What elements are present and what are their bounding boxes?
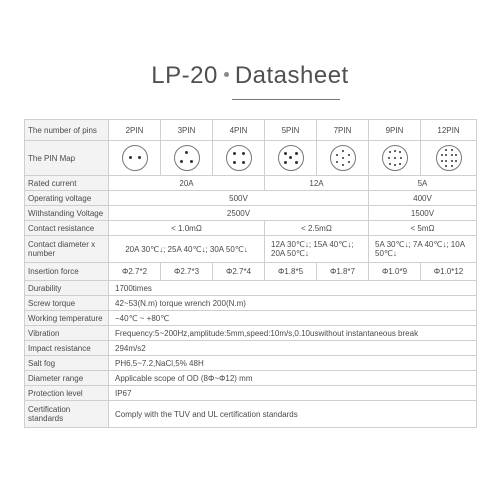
contact-diameter-value-2: 12A 30℃↓; 15A 40℃↓; 20A 50℃↓ (265, 236, 369, 263)
pins-row (25, 120, 477, 141)
datasheet-table-wrapper (24, 119, 476, 428)
contact-diameter-row (25, 236, 477, 263)
salt-fog-value: PH6.5~7.2,NaCl,5% 48H (109, 356, 477, 371)
vibration-value: Frequency:5~200Hz,amplitude:5mm,speed:10m/s,0.10uswithout instantaneous break (109, 326, 477, 341)
impact-resistance-value: 294m/s2 (109, 341, 477, 356)
connector-3pin-icon (174, 145, 200, 171)
datasheet-table (24, 119, 477, 428)
diameter-range-row (25, 371, 477, 386)
operating-voltage-value-2: 400V (369, 191, 477, 206)
pin-map-cell-9 (369, 141, 421, 176)
diameter-range-label: Diameter range (25, 371, 109, 386)
pin-col-7: 7PIN (317, 120, 369, 141)
pin-col-9: 9PIN (369, 120, 421, 141)
rated-current-value-3: 5A (369, 176, 477, 191)
contact-resistance-value-3: < 5mΩ (369, 221, 477, 236)
pins-header: The number of pins (25, 120, 109, 141)
pin-col-4: 4PIN (213, 120, 265, 141)
connector-12pin-icon (436, 145, 462, 171)
withstanding-voltage-value-2: 1500V (369, 206, 477, 221)
screw-torque-label: Screw torque (25, 296, 109, 311)
pin-col-3: 3PIN (161, 120, 213, 141)
vibration-row (25, 326, 477, 341)
insertion-force-5pin: Φ1.8*5 (265, 263, 317, 281)
screw-torque-value: 42~53(N.m) torque wrench 200(N.m) (109, 296, 477, 311)
certification-value: Comply with the TUV and UL certification standards (109, 401, 477, 428)
pin-col-2: 2PIN (109, 120, 161, 141)
working-temperature-value: −40℃ ~ +80℃ (109, 311, 477, 326)
pin-map-cell-4 (213, 141, 265, 176)
title-underline (232, 99, 340, 100)
connector-5pin-icon (278, 145, 304, 171)
pin-map-cell-7 (317, 141, 369, 176)
contact-diameter-label: Contact diameter x number (25, 236, 109, 263)
operating-voltage-row (25, 191, 477, 206)
pin-col-5: 5PIN (265, 120, 317, 141)
durability-row (25, 281, 477, 296)
working-temperature-label: Working temperature (25, 311, 109, 326)
contact-diameter-value-3: 5A 30℃↓; 7A 40℃↓; 10A 50℃↓ (369, 236, 477, 263)
salt-fog-label: Salt fog (25, 356, 109, 371)
contact-resistance-value-2: < 2.5mΩ (265, 221, 369, 236)
durability-label: Durability (25, 281, 109, 296)
connector-2pin-icon (122, 145, 148, 171)
contact-resistance-label: Contact resistance (25, 221, 109, 236)
salt-fog-row (25, 356, 477, 371)
title-dot (224, 72, 229, 77)
working-temperature-row (25, 311, 477, 326)
insertion-force-12pin: Φ1.0*12 (421, 263, 477, 281)
certification-label: Certification standards (25, 401, 109, 428)
insertion-force-2pin: Φ2.7*2 (109, 263, 161, 281)
pin-col-12: 12PIN (421, 120, 477, 141)
rated-current-label: Rated current (25, 176, 109, 191)
vibration-label: Vibration (25, 326, 109, 341)
protection-level-value: IP67 (109, 386, 477, 401)
insertion-force-3pin: Φ2.7*3 (161, 263, 213, 281)
impact-resistance-row (25, 341, 477, 356)
protection-level-label: Protection level (25, 386, 109, 401)
contact-resistance-row (25, 221, 477, 236)
withstanding-voltage-label: Withstanding Voltage (25, 206, 109, 221)
certification-row (25, 401, 477, 428)
pin-map-cell-12 (421, 141, 477, 176)
withstanding-voltage-value-1: 2500V (109, 206, 369, 221)
rated-current-value-1: 20A (109, 176, 265, 191)
withstanding-voltage-row (25, 206, 477, 221)
pin-map-cell-2 (109, 141, 161, 176)
diameter-range-value: Applicable scope of OD (8Φ~Φ12) mm (109, 371, 477, 386)
durability-value: 1700times (109, 281, 477, 296)
pin-map-row (25, 141, 477, 176)
pin-map-cell-5 (265, 141, 317, 176)
insertion-force-label: Insertion force (25, 263, 109, 281)
insertion-force-7pin: Φ1.8*7 (317, 263, 369, 281)
connector-4pin-icon (226, 145, 252, 171)
insertion-force-row (25, 263, 477, 281)
datasheet-title (151, 62, 348, 90)
rated-current-row (25, 176, 477, 191)
operating-voltage-value-1: 500V (109, 191, 369, 206)
pin-map-cell-3 (161, 141, 213, 176)
operating-voltage-label: Operating voltage (25, 191, 109, 206)
rated-current-value-2: 12A (265, 176, 369, 191)
protection-level-row (25, 386, 477, 401)
model-name: LP-20 (151, 62, 218, 89)
impact-resistance-label: Impact resistance (25, 341, 109, 356)
contact-diameter-value-1: 20A 30℃↓; 25A 40℃↓; 30A 50℃↓ (109, 236, 265, 263)
pin-map-label: The PIN Map (25, 141, 109, 176)
connector-9pin-icon (382, 145, 408, 171)
connector-7pin-icon (330, 145, 356, 171)
screw-torque-row (25, 296, 477, 311)
contact-resistance-value-1: < 1.0mΩ (109, 221, 265, 236)
title-label: Datasheet (234, 62, 349, 89)
insertion-force-4pin: Φ2.7*4 (213, 263, 265, 281)
insertion-force-9pin: Φ1.0*9 (369, 263, 421, 281)
page-title (0, 62, 500, 90)
